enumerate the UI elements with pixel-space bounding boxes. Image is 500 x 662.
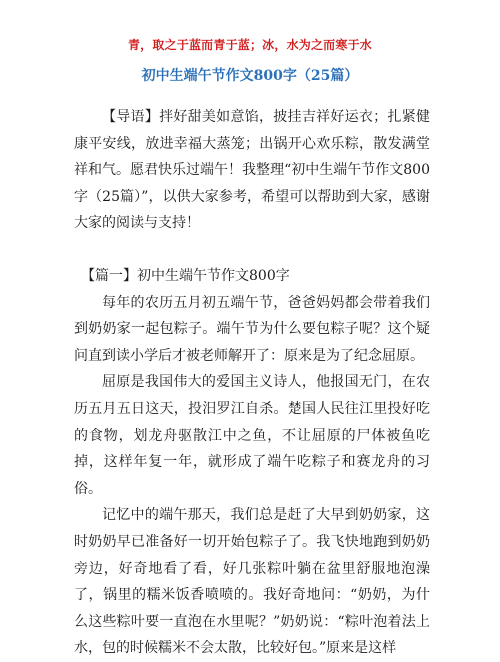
intro-paragraph: 【导语】拌好甜美如意馅，披挂吉祥好运衣；扎紧健康平安线，放进幸福大蒸笼；出锅开心欢乐粽，散发满堂祥和气。愿君快乐过端午！我整理“初中生端午节作文800字（25篇）”，以供大家参考，希望可以帮助到大家，感谢大家的阅读与支持！	[74, 109, 430, 232]
document-title: 初中生端午节作文800字（25篇）	[141, 68, 359, 84]
body-paragraph-1: 每年的农历五月初五端午节，爸爸妈妈都会带着我们到奶奶家一起包粽子。端午节为什么要包粽子呢？这个疑问直到读小学后才被老师解开了：原来是为了纪念屈原。	[74, 294, 430, 364]
header-motto: 青，取之于蓝而青于蓝；冰，水为之而寒于水	[127, 38, 372, 52]
document-body	[74, 104, 430, 662]
body-paragraph-2: 屈原是我国伟大的爱国主义诗人，他报国无门，在农历五月五日这天，投汨罗江自杀。楚国人民往江里投好吃的食物，划龙舟驱散江中之鱼，不让屈原的尸体被鱼吃掉，这样年复一年，就形成了端午吃粽子和赛龙舟的习俗。	[74, 374, 430, 497]
section-title: 【篇一】初中生端午节作文800字	[81, 267, 290, 284]
body-paragraph-3: 记忆中的端午那天，我们总是赶了大早到奶奶家，这时奶奶早已准备好一切开始包粽子了。我飞快地跑到奶奶旁边，好奇地看了看，好几张粽叶躺在盆里舒服地泡澡了，锅里的糯米饭香喷喷的。我好奇地问：“奶奶，为什么这些粽叶要一直泡在水里呢？”奶奶说：“粽叶泡着法上水，包的时候糯米不会太散，比较好包。”原来是这样	[74, 507, 430, 657]
